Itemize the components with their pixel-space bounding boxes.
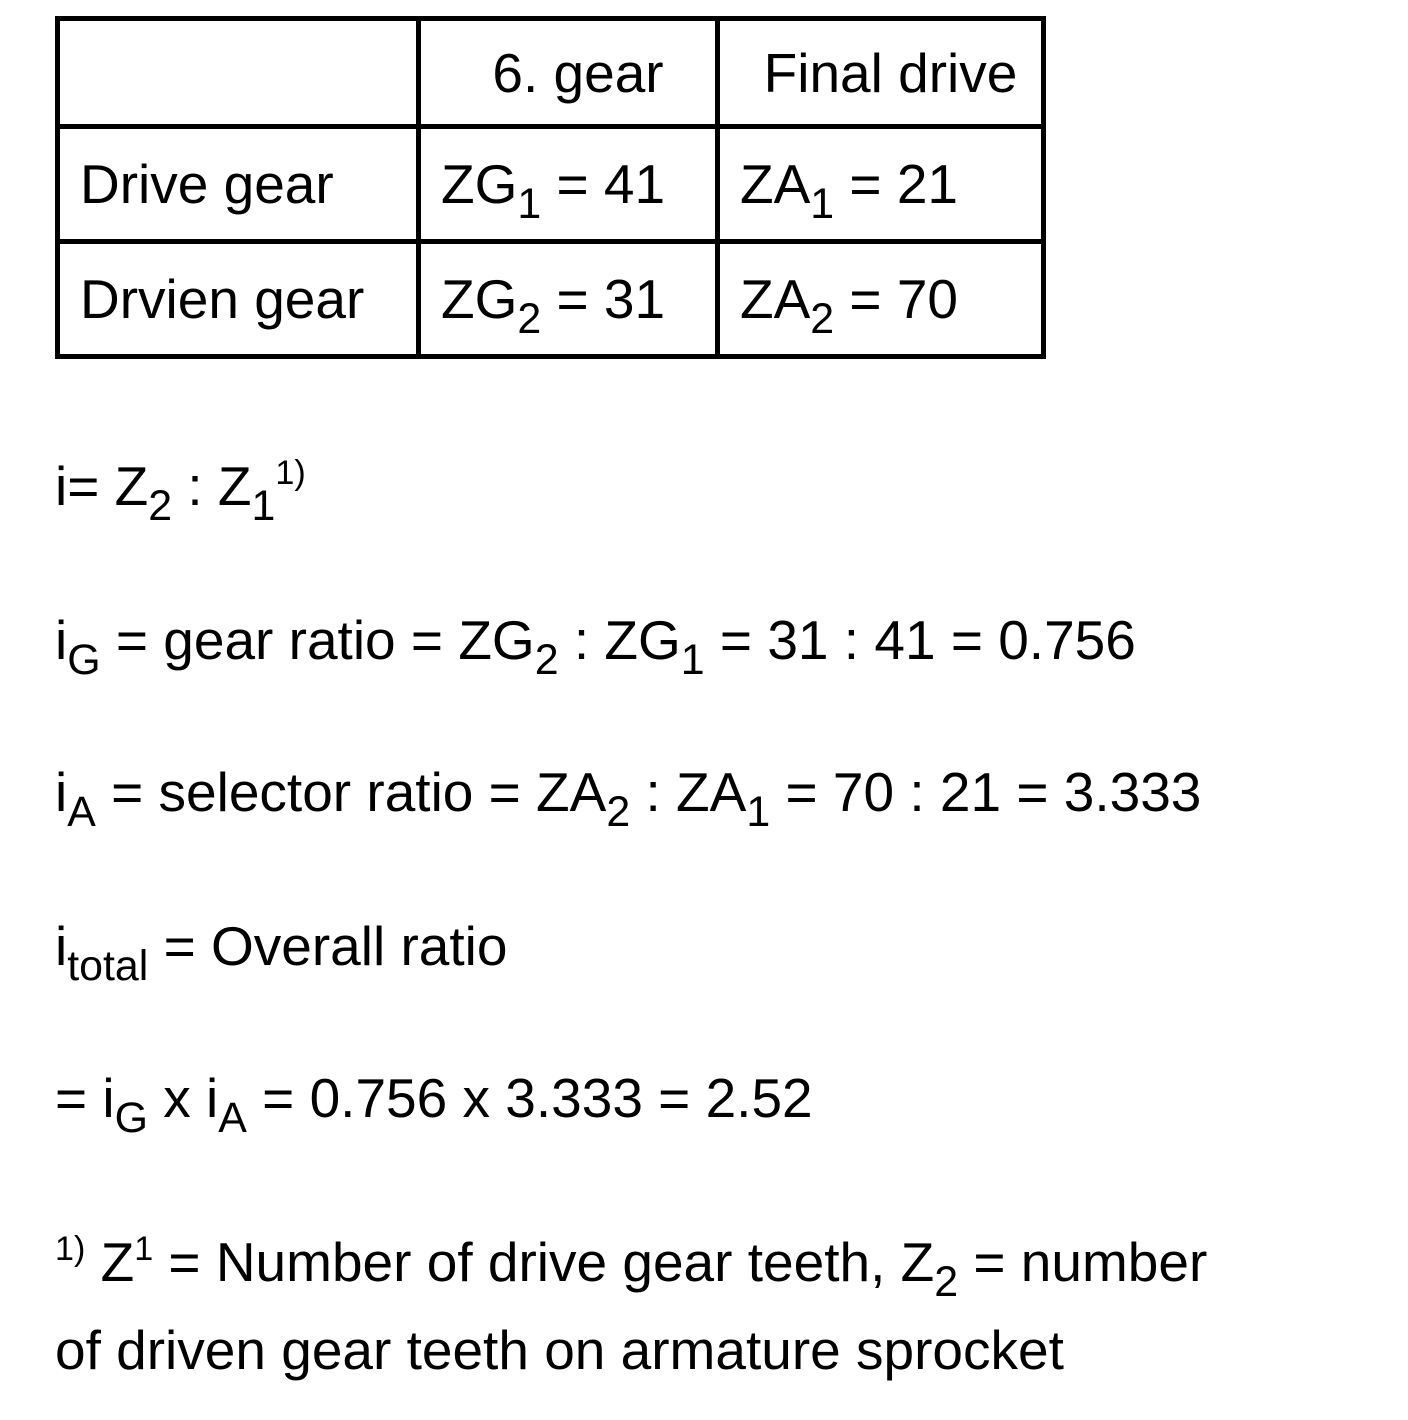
zg1-value <box>419 127 718 242</box>
table-row-driven-gear <box>58 242 1044 357</box>
subscript: G <box>114 1094 148 1143</box>
formula-selector-ratio <box>55 761 1202 837</box>
text: i= Z <box>55 455 149 517</box>
subscript: 2 <box>148 482 173 531</box>
zg-sub: 2 <box>517 295 542 344</box>
text: = 0.756 x 3.333 = 2.52 <box>246 1067 813 1129</box>
text: : ZG <box>558 609 681 671</box>
za-rest: = 70 <box>834 268 958 330</box>
formula-overall-ratio <box>55 915 508 991</box>
superscript: 1 <box>134 1229 154 1268</box>
text: i <box>55 609 68 671</box>
text: = Overall ratio <box>148 915 508 977</box>
subscript: 2 <box>534 636 559 685</box>
text: = selector ratio = ZA <box>95 761 607 823</box>
za1-value <box>718 127 1044 242</box>
header-final-drive: Final drive <box>718 19 1044 127</box>
subscript: 1 <box>680 636 705 685</box>
text: = 31 : 41 = 0.756 <box>704 609 1136 671</box>
za2-value <box>718 242 1044 357</box>
za-base: ZA <box>740 153 811 215</box>
zg-rest: = 41 <box>541 153 666 215</box>
subscript: A <box>218 1094 247 1143</box>
row-label: Drive gear <box>58 127 419 242</box>
subscript: total <box>67 942 149 991</box>
za-sub: 2 <box>810 295 835 344</box>
text: : Z <box>172 455 252 517</box>
subscript: A <box>67 788 96 837</box>
text: = i <box>55 1067 115 1129</box>
zg-sub: 1 <box>517 180 542 229</box>
text: x i <box>148 1067 219 1129</box>
za-rest: = 21 <box>834 153 958 215</box>
row-label: Drvien gear <box>58 242 419 357</box>
za-base: ZA <box>740 268 811 330</box>
text: = gear ratio = ZG <box>100 609 535 671</box>
header-6-gear: 6. gear <box>419 19 718 127</box>
text: = number <box>958 1231 1208 1293</box>
formula-ratio-definition <box>55 453 306 531</box>
header-empty-cell <box>58 19 419 127</box>
formula-gear-ratio <box>55 609 1136 685</box>
footnote-line-1 <box>55 1229 1208 1307</box>
subscript: 1 <box>746 788 771 837</box>
text: Z <box>85 1231 135 1293</box>
gear-teeth-table <box>55 16 1046 359</box>
text: : ZA <box>630 761 747 823</box>
subscript: 2 <box>606 788 631 837</box>
table-row-drive-gear <box>58 127 1044 242</box>
text: i <box>55 761 68 823</box>
subscript: 2 <box>934 1258 959 1307</box>
zg-base: ZG <box>441 153 518 215</box>
subscript: 1 <box>251 482 276 531</box>
footnote-line-2: of driven gear teeth on armature sprocket <box>55 1319 1064 1381</box>
text: = 70 : 21 = 3.333 <box>770 761 1202 823</box>
zg-base: ZG <box>441 268 518 330</box>
zg2-value <box>419 242 718 357</box>
formula-overall-calculation <box>55 1067 813 1143</box>
zg-rest: = 31 <box>541 268 666 330</box>
text: i <box>55 915 68 977</box>
table-header-row <box>58 19 1044 127</box>
subscript: G <box>67 636 101 685</box>
za-sub: 1 <box>810 180 835 229</box>
footnote-ref: 1) <box>275 453 306 492</box>
text: = Number of drive gear teeth, Z <box>153 1231 935 1293</box>
footnote-marker: 1) <box>55 1229 86 1268</box>
